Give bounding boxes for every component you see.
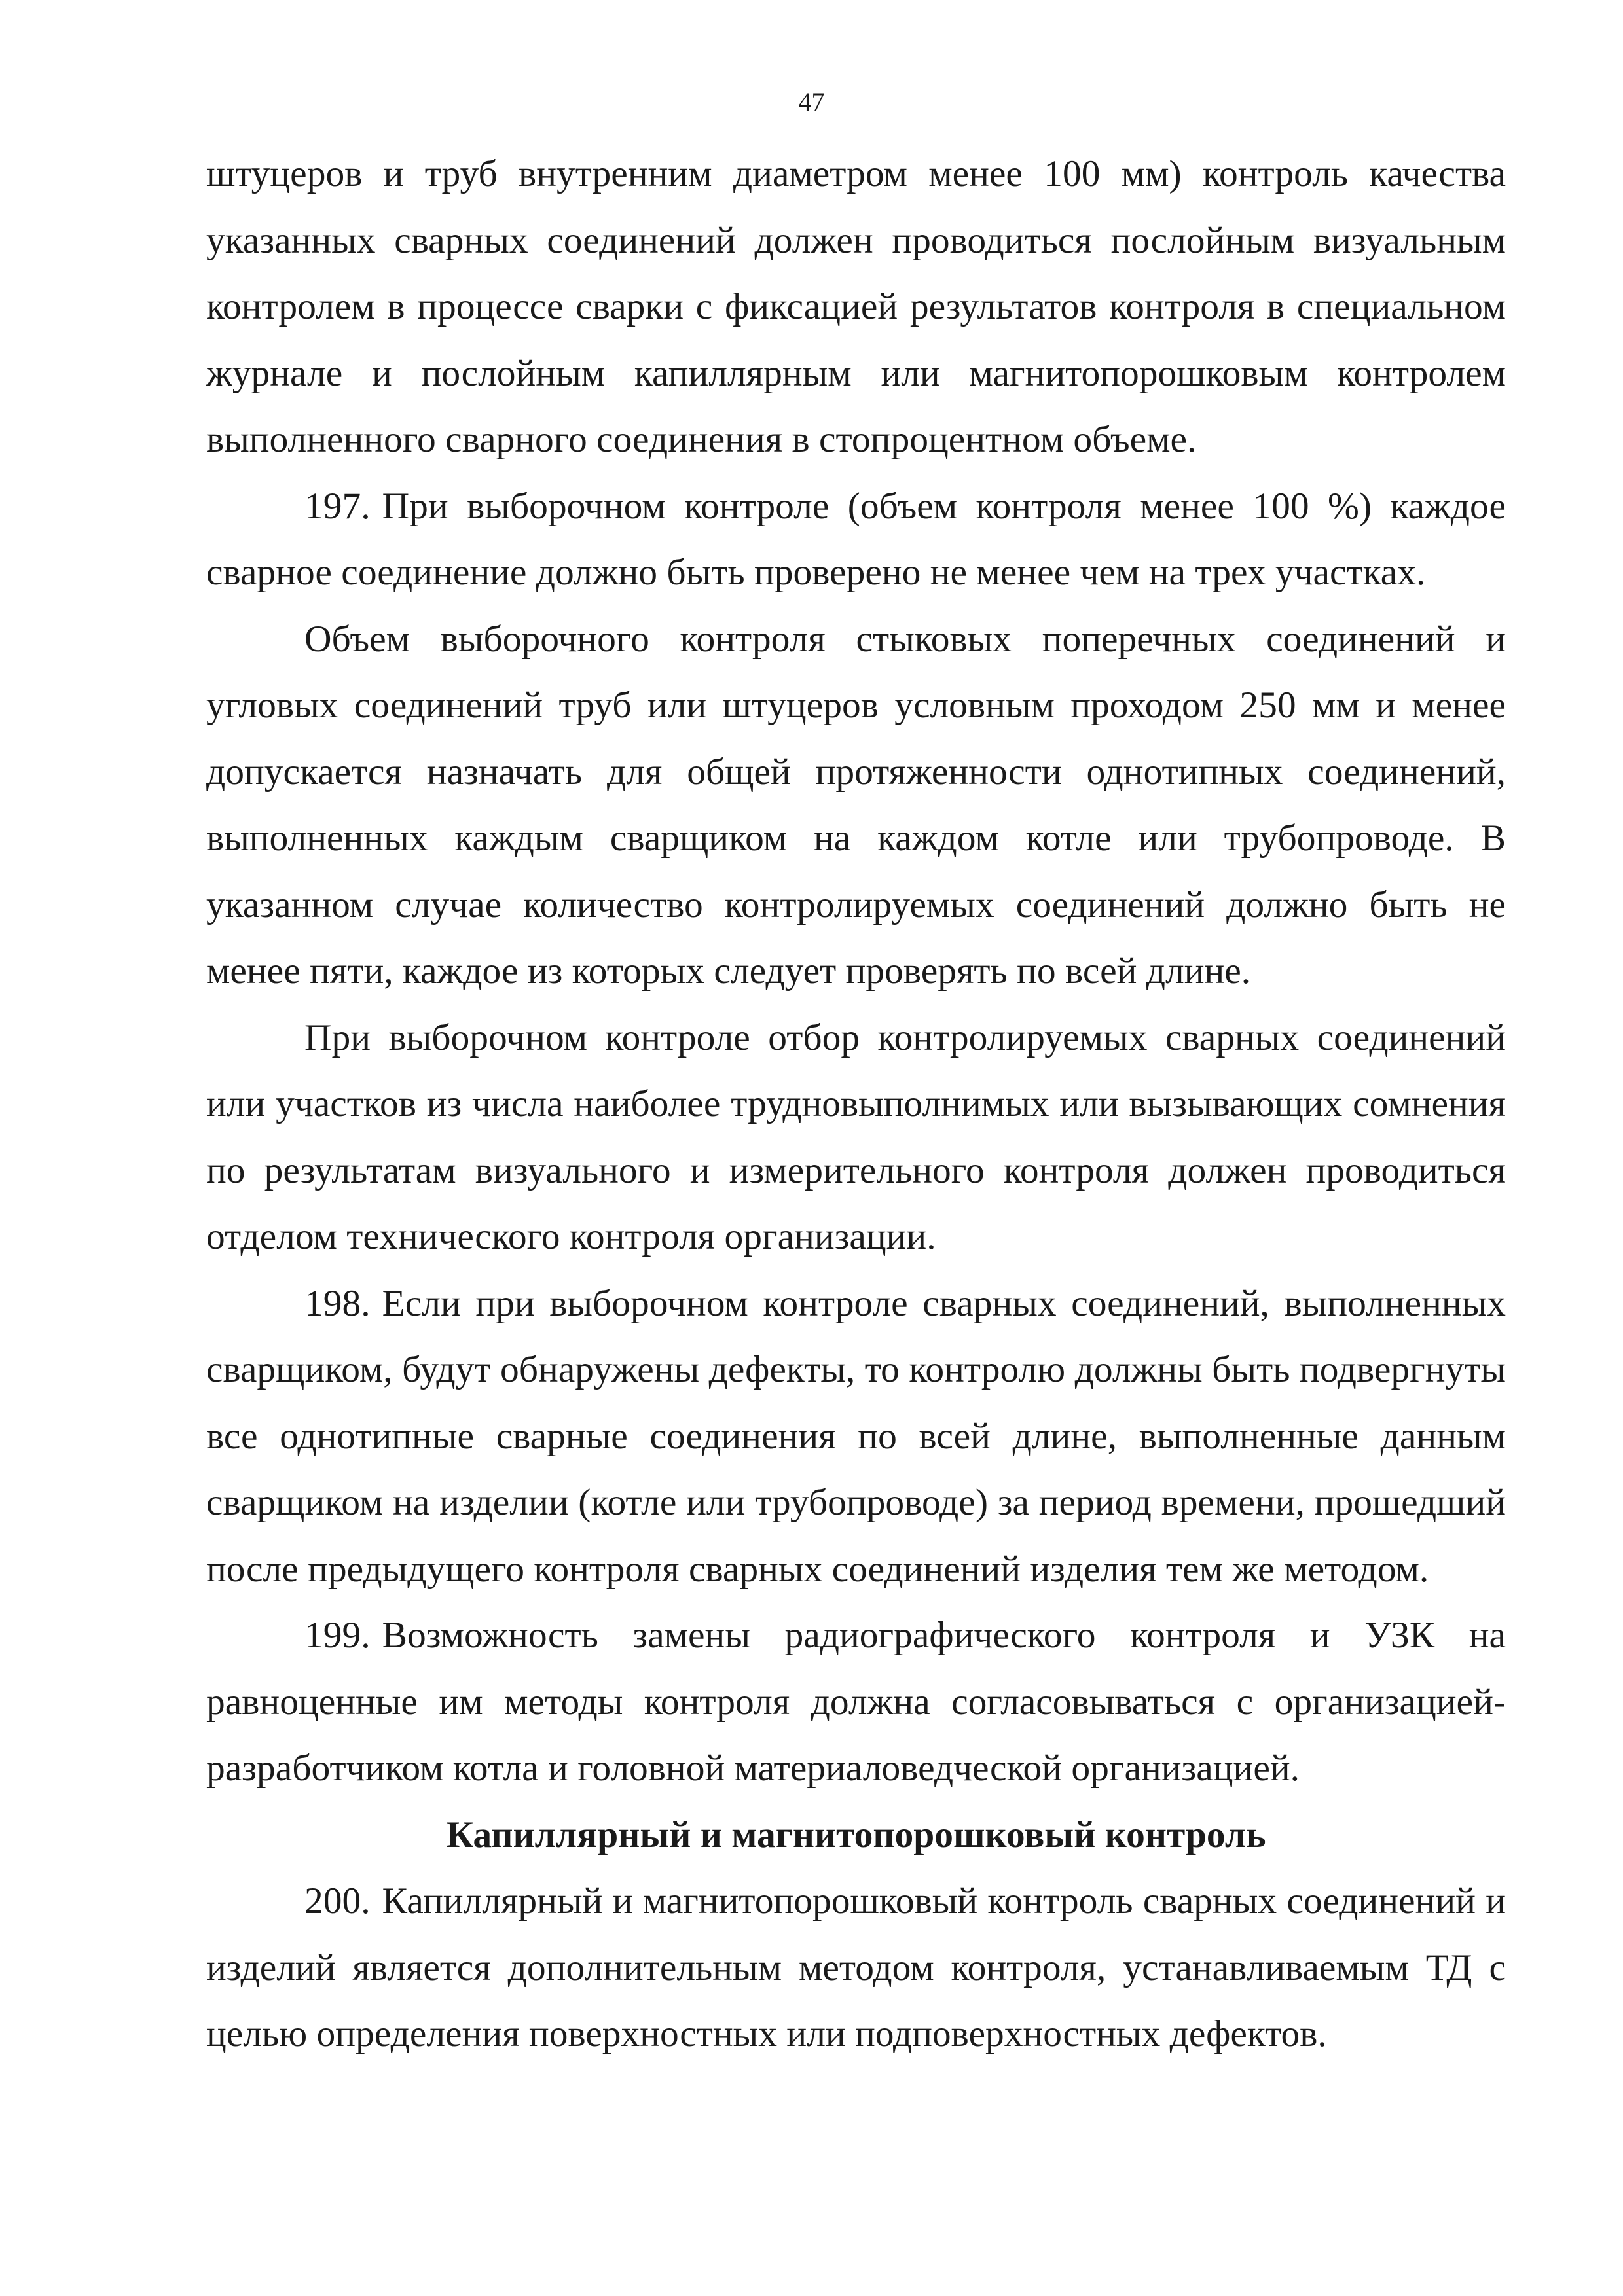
paragraph-number: 197. — [304, 485, 371, 527]
paragraph-197 — [206, 473, 1506, 606]
paragraph-197-selection: При выборочном контроле отбор контролируемых сварных соединений или участков из числа наиболее трудновыполнимых или вызывающих сомнения по результатам визуального и измерительного контроля должен проводиться отделом технического контроля организации. — [206, 1016, 1506, 1257]
paragraph-197-volume: Объем выборочного контроля стыковых поперечных соединений и угловых соединений труб или штуцеров условным проходом 250 мм и менее допускается назначать для общей протяженности однотипных соединений, выполненных каждым сварщиком на каждом котле или трубопроводе. В указанном случае количество контролируемых соединений должно быть не менее пяти, каждое из которых следует проверять по всей длине. — [206, 618, 1506, 992]
paragraph-text: Если при выборочном контроле сварных соединений, выполненных сварщиком, будут обнаружены дефекты, то контролю должны быть подвергнуты все однотипные сварные соединения по всей длине, выполненные данным сварщиком на изделии (котле или трубопроводе) за период времени, прошедший после предыдущего контроля сварных соединений изделия тем же методом. — [206, 1282, 1506, 1590]
paragraph-text: При выборочном контроле (объем контроля менее 100 %) каждое сварное соединение должно быть проверено не менее чем на трех участках. — [206, 485, 1506, 593]
paragraph-continuation: штуцеров и труб внутренним диаметром менее 100 мм) контроль качества указанных сварных соединений должен проводиться послойным визуальным контролем в процессе сварки с фиксацией результатов контроля в специальном журнале и послойным капиллярным или магнитопорошковым контролем выполненного сварного соединения в стопроцентном объеме. — [206, 153, 1506, 460]
paragraph-text: Капиллярный и магнитопорошковый контроль сварных соединений и изделий является дополнительным методом контроля, устанавливаемым ТД с целью определения поверхностных или подповерхностных дефектов. — [206, 1880, 1506, 2054]
paragraph-199 — [206, 1602, 1506, 1802]
paragraph-number: 199. — [304, 1615, 371, 1656]
paragraph-198 — [206, 1270, 1506, 1603]
paragraph-text: Возможность замены радиографического контроля и УЗК на равноценные им методы контроля должна согласовываться с организацией-разработчиком котла и головной материаловедческой организацией. — [206, 1615, 1506, 1789]
page-number: 47 — [798, 87, 825, 117]
paragraph-number: 200. — [304, 1880, 371, 1922]
paragraph-number: 198. — [304, 1282, 371, 1324]
section-heading: Капиллярный и магнитопорошковый контроль — [446, 1814, 1266, 1856]
paragraph-200 — [206, 1868, 1506, 2068]
document-body — [206, 141, 1506, 2068]
